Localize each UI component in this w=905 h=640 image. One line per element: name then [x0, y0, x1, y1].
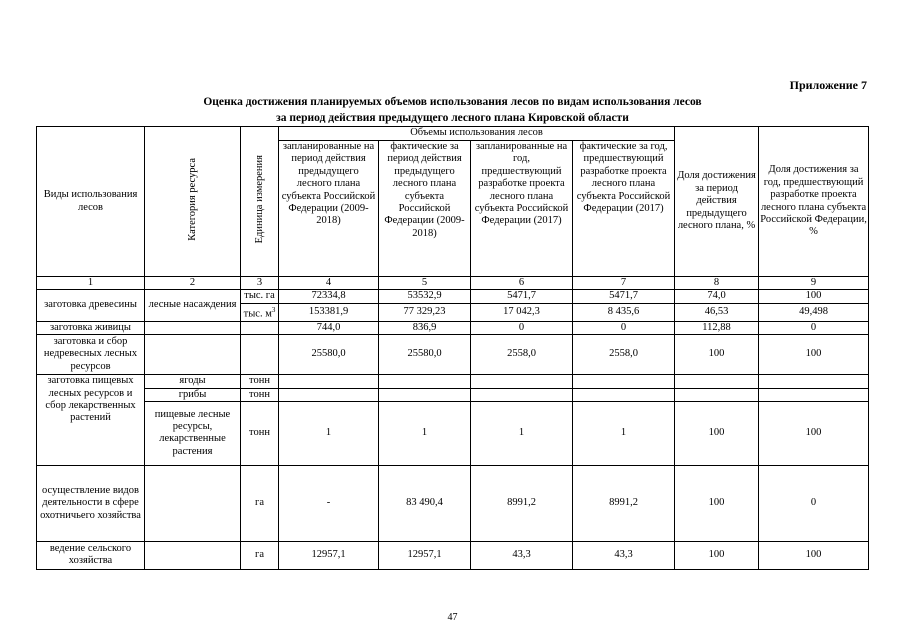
cell-value: 83 490,4 [379, 465, 471, 541]
cell-category: ягоды [145, 375, 241, 388]
cell-value: 1 [279, 401, 379, 465]
cell-value: 5471,7 [471, 290, 573, 303]
cell-value: 1 [573, 401, 675, 465]
header-col6: запланированные на год, предшествующий разработке проекта лесного плана субъекта Российской Федерации (2017) [471, 141, 573, 277]
table-row [37, 321, 869, 334]
cell-value: 100 [675, 465, 759, 541]
page-number: 47 [447, 612, 458, 623]
table-row [37, 335, 869, 375]
cell-unit: га [241, 465, 279, 541]
cell-value: 100 [675, 335, 759, 375]
cell-value: 12957,1 [279, 541, 379, 569]
cell-unit: га [241, 541, 279, 569]
cell-category: лесные насаждения [145, 290, 241, 321]
cell-value: 8991,2 [573, 465, 675, 541]
cell-value: 25580,0 [279, 335, 379, 375]
cell-kind: заготовка и сбор недревесных лесных ресурсов [37, 335, 145, 375]
header-volumes-group: Объемы использования лесов [279, 127, 675, 141]
cell-value: 836,9 [379, 321, 471, 334]
unit-superscript: 3 [271, 305, 276, 314]
cell-value [573, 388, 675, 401]
cell-category [145, 321, 241, 334]
cell-value: 74,0 [675, 290, 759, 303]
cell-value: 2558,0 [471, 335, 573, 375]
cell-value: 100 [759, 541, 869, 569]
header-unit-text: Единица измерения [253, 155, 265, 244]
header-kind: Виды использования лесов [37, 127, 145, 277]
col-number: 6 [471, 277, 573, 290]
table-row [37, 375, 869, 388]
cell-category [145, 465, 241, 541]
cell-value [279, 375, 379, 388]
cell-value: 0 [759, 321, 869, 334]
cell-value [471, 375, 573, 388]
cell-category [145, 541, 241, 569]
table-row [37, 465, 869, 541]
cell-value: 1 [379, 401, 471, 465]
cell-unit [241, 321, 279, 334]
cell-value: 49,498 [759, 303, 869, 321]
cell-kind: осуществление видов деятельности в сфере охотничьего хозяйства [37, 465, 145, 541]
document-title-line1: Оценка достижения планируемых объемов использования лесов по видам использования лесов [203, 96, 702, 108]
col-number: 4 [279, 277, 379, 290]
header-col9: Доля достижения за год, предшествующий разработке проекта лесного плана субъекта Российской Федерации, % [759, 127, 869, 277]
cell-value: 112,88 [675, 321, 759, 334]
header-col5: фактические за период действия предыдущего лесного плана субъекта Российской Федерации (2009-2018) [379, 141, 471, 277]
col-number: 2 [145, 277, 241, 290]
cell-value: 53532,9 [379, 290, 471, 303]
cell-value [675, 375, 759, 388]
cell-value [573, 375, 675, 388]
col-number: 9 [759, 277, 869, 290]
cell-unit [241, 335, 279, 375]
table-row [37, 541, 869, 569]
cell-value: 100 [759, 290, 869, 303]
cell-value: 100 [675, 401, 759, 465]
cell-kind: ведение сельского хозяйства [37, 541, 145, 569]
forest-use-table [36, 126, 869, 570]
cell-value [471, 388, 573, 401]
cell-value: 0 [759, 465, 869, 541]
cell-value: 5471,7 [573, 290, 675, 303]
cell-kind: заготовка древесины [37, 290, 145, 321]
col-number: 5 [379, 277, 471, 290]
cell-value: 17 042,3 [471, 303, 573, 321]
cell-value: 77 329,23 [379, 303, 471, 321]
col-number: 8 [675, 277, 759, 290]
cell-value [379, 388, 471, 401]
cell-value: 43,3 [573, 541, 675, 569]
unit-text: тыс. м [243, 308, 272, 320]
cell-value: 72334,8 [279, 290, 379, 303]
cell-value [675, 388, 759, 401]
cell-value: 25580,0 [379, 335, 471, 375]
header-col7: фактические за год, предшествующий разработке проекта лесного плана субъекта Российской Федерации (2017) [573, 141, 675, 277]
table-row [37, 290, 869, 303]
cell-value [279, 388, 379, 401]
header-category-text: Категория ресурса [186, 157, 198, 241]
cell-kind: заготовка пищевых лесных ресурсов и сбор лекарственных растений [37, 375, 145, 466]
col-number: 1 [37, 277, 145, 290]
cell-category [145, 335, 241, 375]
header-col8: Доля достижения за период действия предыдущего лесного плана, % [675, 127, 759, 277]
col-number: 3 [241, 277, 279, 290]
cell-value: 46,53 [675, 303, 759, 321]
cell-value: 43,3 [471, 541, 573, 569]
cell-value [759, 375, 869, 388]
cell-value: - [279, 465, 379, 541]
cell-value: 2558,0 [573, 335, 675, 375]
cell-value: 8 435,6 [573, 303, 675, 321]
cell-value: 153381,9 [279, 303, 379, 321]
cell-kind: заготовка живицы [37, 321, 145, 334]
cell-value [759, 388, 869, 401]
cell-unit: тонн [241, 375, 279, 388]
header-unit [241, 127, 279, 277]
appendix-label: Приложение 7 [789, 78, 867, 92]
col-number: 7 [573, 277, 675, 290]
document-title-line2: за период действия предыдущего лесного плана Кировской области [276, 112, 629, 124]
header-category [145, 127, 241, 277]
cell-category: пищевые лесные ресурсы, лекарственные растения [145, 401, 241, 465]
cell-unit [241, 303, 279, 321]
cell-value: 100 [759, 335, 869, 375]
cell-value: 744,0 [279, 321, 379, 334]
table-row [37, 388, 869, 401]
cell-value: 100 [759, 401, 869, 465]
cell-value: 0 [573, 321, 675, 334]
cell-unit: тонн [241, 401, 279, 465]
cell-value: 8991,2 [471, 465, 573, 541]
cell-category: грибы [145, 388, 241, 401]
column-numbers-row [37, 277, 869, 290]
cell-value: 1 [471, 401, 573, 465]
cell-unit: тыс. га [241, 290, 279, 303]
cell-unit: тонн [241, 388, 279, 401]
cell-value: 0 [471, 321, 573, 334]
table-row [37, 401, 869, 465]
cell-value: 12957,1 [379, 541, 471, 569]
cell-value [379, 375, 471, 388]
cell-value: 100 [675, 541, 759, 569]
header-col4: запланированные на период действия предыдущего лесного плана субъекта Российской Федерации (2009-2018) [279, 141, 379, 277]
